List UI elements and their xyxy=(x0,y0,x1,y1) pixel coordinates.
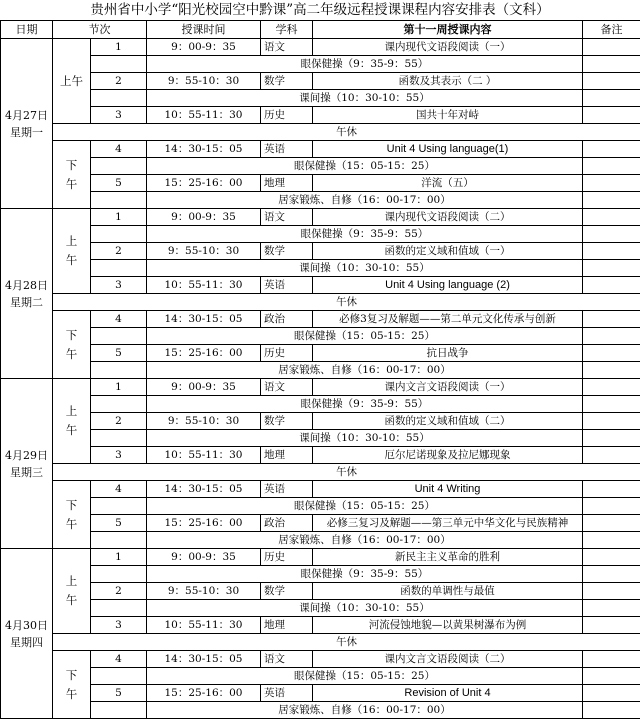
table-row xyxy=(1,498,640,515)
blank-cell xyxy=(91,362,147,379)
subject-cell: 地理 xyxy=(261,447,313,464)
subject-cell: 语文 xyxy=(261,209,313,226)
content-cell: 抗日战争 xyxy=(313,345,583,362)
period-cell: 1 xyxy=(91,39,147,56)
day-weekday: 星期二 xyxy=(1,294,52,311)
activity-cell: 眼保健操（9：35-9：55） xyxy=(147,396,583,413)
period-cell: 4 xyxy=(91,141,147,158)
activity-cell: 居家锻炼、自修（16：00-17：00） xyxy=(147,532,583,549)
period-cell: 1 xyxy=(91,549,147,566)
activity-cell: 眼保健操（15：05-15：25） xyxy=(147,498,583,515)
table-row xyxy=(1,107,640,124)
table-row xyxy=(1,634,640,651)
period-cell: 2 xyxy=(91,583,147,600)
time-cell: 10：55-11：30 xyxy=(147,107,261,124)
header-period: 节次 xyxy=(53,21,147,39)
note-cell xyxy=(583,600,640,617)
subject-cell: 英语 xyxy=(261,685,313,702)
period-cell: 1 xyxy=(91,379,147,396)
time-cell: 14：30-15：05 xyxy=(147,651,261,668)
activity-cell: 眼保健操（15：05-15：25） xyxy=(147,328,583,345)
content-cell: 函数及其表示（二 ） xyxy=(313,73,583,90)
note-cell xyxy=(583,328,640,345)
period-cell: 3 xyxy=(91,277,147,294)
note-cell xyxy=(583,702,640,719)
table-row xyxy=(1,73,640,90)
period-cell: 2 xyxy=(91,73,147,90)
activity-cell: 眼保健操（9：35-9：55） xyxy=(147,566,583,583)
activity-cell: 居家锻炼、自修（16：00-17：00） xyxy=(147,362,583,379)
activity-cell: 居家锻炼、自修（16：00-17：00） xyxy=(147,192,583,209)
day-weekday: 星期四 xyxy=(1,634,52,651)
table-row xyxy=(1,39,640,56)
time-cell: 15：25-16：00 xyxy=(147,515,261,532)
subject-cell: 政治 xyxy=(261,311,313,328)
note-cell xyxy=(583,668,640,685)
note-cell xyxy=(583,362,640,379)
subject-cell: 历史 xyxy=(261,107,313,124)
content-cell: 洋流（五） xyxy=(313,175,583,192)
note-cell xyxy=(583,226,640,243)
blank-cell xyxy=(91,566,147,583)
content-cell: Unit 4 Writing xyxy=(313,481,583,498)
subject-cell: 地理 xyxy=(261,617,313,634)
time-cell: 9：55-10：30 xyxy=(147,583,261,600)
table-row xyxy=(1,396,640,413)
table-row xyxy=(1,447,640,464)
subject-cell: 语文 xyxy=(261,379,313,396)
content-cell: 必修3复习及解题——第二单元文化传承与创新 xyxy=(313,311,583,328)
subject-cell: 地理 xyxy=(261,175,313,192)
table-row xyxy=(1,668,640,685)
table-row xyxy=(1,192,640,209)
period-cell: 4 xyxy=(91,651,147,668)
table-row xyxy=(1,124,640,141)
note-cell xyxy=(583,379,640,396)
subject-cell: 历史 xyxy=(261,345,313,362)
table-row xyxy=(1,651,640,668)
note-cell xyxy=(583,651,640,668)
table-row xyxy=(1,175,640,192)
day-cell xyxy=(1,209,53,379)
lunch-break: 午休 xyxy=(53,294,640,311)
blank-cell xyxy=(91,498,147,515)
content-cell: 必修三复习及解题——第三单元中华文化与民族精神 xyxy=(313,515,583,532)
session-morning: 上午 xyxy=(53,39,91,124)
table-row xyxy=(1,379,640,396)
table-row xyxy=(1,260,640,277)
time-cell: 9：55-10：30 xyxy=(147,243,261,260)
note-cell xyxy=(583,277,640,294)
time-cell: 10：55-11：30 xyxy=(147,277,261,294)
blank-cell xyxy=(91,56,147,73)
day-weekday: 星期一 xyxy=(1,124,52,141)
table-row xyxy=(1,617,640,634)
blank-cell xyxy=(91,328,147,345)
day-cell xyxy=(1,549,53,719)
content-cell: 新民主主义革命的胜利 xyxy=(313,549,583,566)
note-cell xyxy=(583,345,640,362)
table-row xyxy=(1,158,640,175)
blank-cell xyxy=(91,90,147,107)
table-row xyxy=(1,685,640,702)
subject-cell: 历史 xyxy=(261,549,313,566)
time-cell: 9：00-9：35 xyxy=(147,549,261,566)
subject-cell: 数学 xyxy=(261,243,313,260)
period-cell: 5 xyxy=(91,515,147,532)
header-time: 授课时间 xyxy=(147,21,261,39)
day-date: 4月29日 xyxy=(1,447,52,464)
activity-cell: 眼保健操（9：35-9：55） xyxy=(147,226,583,243)
content-cell: 函数的单调性与最值 xyxy=(313,583,583,600)
note-cell xyxy=(583,566,640,583)
note-cell xyxy=(583,549,640,566)
page-title: 贵州省中小学“阳光校园空中黔课”高二年级远程授课课程内容安排表（文科） xyxy=(0,0,640,20)
note-cell xyxy=(583,481,640,498)
period-cell: 2 xyxy=(91,243,147,260)
activity-cell: 眼保健操（9：35-9：55） xyxy=(147,56,583,73)
note-cell xyxy=(583,260,640,277)
schedule-table xyxy=(0,20,640,719)
day-date: 4月28日 xyxy=(1,277,52,294)
table-row xyxy=(1,532,640,549)
table-row xyxy=(1,549,640,566)
table-row xyxy=(1,209,640,226)
time-cell: 15：25-16：00 xyxy=(147,345,261,362)
table-row xyxy=(1,294,640,311)
time-cell: 9：55-10：30 xyxy=(147,413,261,430)
time-cell: 9：00-9：35 xyxy=(147,39,261,56)
time-cell: 9：00-9：35 xyxy=(147,379,261,396)
period-cell: 5 xyxy=(91,685,147,702)
session-afternoon: 下午 xyxy=(53,141,91,209)
note-cell xyxy=(583,583,640,600)
note-cell xyxy=(583,685,640,702)
subject-cell: 数学 xyxy=(261,73,313,90)
subject-cell: 数学 xyxy=(261,583,313,600)
activity-cell: 课间操（10：30-10：55） xyxy=(147,430,583,447)
time-cell: 14：30-15：05 xyxy=(147,481,261,498)
period-cell: 4 xyxy=(91,481,147,498)
lunch-break: 午休 xyxy=(53,124,640,141)
header-row xyxy=(1,21,640,39)
day-date: 4月30日 xyxy=(1,617,52,634)
content-cell: 国共十年对峙 xyxy=(313,107,583,124)
period-cell: 1 xyxy=(91,209,147,226)
note-cell xyxy=(583,141,640,158)
period-cell: 5 xyxy=(91,175,147,192)
activity-cell: 眼保健操（15：05-15：25） xyxy=(147,158,583,175)
time-cell: 10：55-11：30 xyxy=(147,447,261,464)
blank-cell xyxy=(91,430,147,447)
blank-cell xyxy=(91,600,147,617)
day-cell xyxy=(1,39,53,209)
session-afternoon: 下午 xyxy=(53,651,91,719)
note-cell xyxy=(583,158,640,175)
table-row xyxy=(1,277,640,294)
period-cell: 3 xyxy=(91,617,147,634)
time-cell: 10：55-11：30 xyxy=(147,617,261,634)
note-cell xyxy=(583,73,640,90)
day-date: 4月27日 xyxy=(1,107,52,124)
subject-cell: 数学 xyxy=(261,413,313,430)
table-row xyxy=(1,600,640,617)
note-cell xyxy=(583,107,640,124)
time-cell: 14：30-15：05 xyxy=(147,311,261,328)
blank-cell xyxy=(91,158,147,175)
table-row xyxy=(1,583,640,600)
note-cell xyxy=(583,413,640,430)
content-cell: 厄尔尼诺现象及拉尼娜现象 xyxy=(313,447,583,464)
period-cell: 5 xyxy=(91,345,147,362)
period-cell: 3 xyxy=(91,107,147,124)
content-cell: 课内现代文语段阅读（一） xyxy=(313,39,583,56)
activity-cell: 眼保健操（15：05-15：25） xyxy=(147,668,583,685)
period-cell: 3 xyxy=(91,447,147,464)
subject-cell: 语文 xyxy=(261,39,313,56)
table-row xyxy=(1,345,640,362)
blank-cell xyxy=(91,226,147,243)
header-note: 备注 xyxy=(583,21,640,39)
table-row xyxy=(1,56,640,73)
note-cell xyxy=(583,209,640,226)
table-row xyxy=(1,566,640,583)
note-cell xyxy=(583,311,640,328)
blank-cell xyxy=(91,260,147,277)
session-morning: 上午 xyxy=(53,549,91,634)
subject-cell: 英语 xyxy=(261,141,313,158)
content-cell: 课内文言文语段阅读（一） xyxy=(313,379,583,396)
content-cell: Unit 4 Using language (2) xyxy=(313,277,583,294)
table-row xyxy=(1,515,640,532)
content-cell: Revision of Unit 4 xyxy=(313,685,583,702)
table-row xyxy=(1,90,640,107)
activity-cell: 课间操（10：30-10：55） xyxy=(147,90,583,107)
note-cell xyxy=(583,243,640,260)
lunch-break: 午休 xyxy=(53,634,640,651)
note-cell xyxy=(583,617,640,634)
note-cell xyxy=(583,192,640,209)
table-row xyxy=(1,311,640,328)
blank-cell xyxy=(91,668,147,685)
content-cell: 课内现代文语段阅读（二） xyxy=(313,209,583,226)
blank-cell xyxy=(91,396,147,413)
activity-cell: 课间操（10：30-10：55） xyxy=(147,600,583,617)
blank-cell xyxy=(91,702,147,719)
session-morning: 上午 xyxy=(53,209,91,294)
table-row xyxy=(1,328,640,345)
time-cell: 15：25-16：00 xyxy=(147,175,261,192)
note-cell xyxy=(583,90,640,107)
note-cell xyxy=(583,56,640,73)
table-row xyxy=(1,481,640,498)
table-row xyxy=(1,243,640,260)
time-cell: 15：25-16：00 xyxy=(147,685,261,702)
header-content: 第十一周授课内容 xyxy=(313,21,583,39)
note-cell xyxy=(583,515,640,532)
table-row xyxy=(1,141,640,158)
period-cell: 4 xyxy=(91,311,147,328)
table-row xyxy=(1,430,640,447)
session-afternoon: 下午 xyxy=(53,481,91,549)
subject-cell: 语文 xyxy=(261,651,313,668)
content-cell: Unit 4 Using language(1) xyxy=(313,141,583,158)
time-cell: 9：00-9：35 xyxy=(147,209,261,226)
period-cell: 2 xyxy=(91,413,147,430)
table-row xyxy=(1,464,640,481)
blank-cell xyxy=(91,532,147,549)
subject-cell: 政治 xyxy=(261,515,313,532)
header-subject: 学科 xyxy=(261,21,313,39)
lunch-break: 午休 xyxy=(53,464,640,481)
time-cell: 14：30-15：05 xyxy=(147,141,261,158)
content-cell: 函数的定义域和值域（二） xyxy=(313,413,583,430)
content-cell: 课内文言文语段阅读（二） xyxy=(313,651,583,668)
time-cell: 9：55-10：30 xyxy=(147,73,261,90)
note-cell xyxy=(583,498,640,515)
blank-cell xyxy=(91,192,147,209)
table-row xyxy=(1,413,640,430)
activity-cell: 居家锻炼、自修（16：00-17：00） xyxy=(147,702,583,719)
content-cell: 河流侵蚀地貌—以黄果树瀑布为例 xyxy=(313,617,583,634)
subject-cell: 英语 xyxy=(261,481,313,498)
content-cell: 函数的定义域和值域（一） xyxy=(313,243,583,260)
session-morning: 上午 xyxy=(53,379,91,464)
table-row xyxy=(1,702,640,719)
table-row xyxy=(1,362,640,379)
note-cell xyxy=(583,396,640,413)
note-cell xyxy=(583,430,640,447)
subject-cell: 英语 xyxy=(261,277,313,294)
note-cell xyxy=(583,447,640,464)
note-cell xyxy=(583,532,640,549)
table-row xyxy=(1,226,640,243)
day-cell xyxy=(1,379,53,549)
header-date: 日期 xyxy=(1,21,53,39)
day-weekday: 星期三 xyxy=(1,464,52,481)
note-cell xyxy=(583,175,640,192)
session-afternoon: 下午 xyxy=(53,311,91,379)
note-cell xyxy=(583,39,640,56)
activity-cell: 课间操（10：30-10：55） xyxy=(147,260,583,277)
